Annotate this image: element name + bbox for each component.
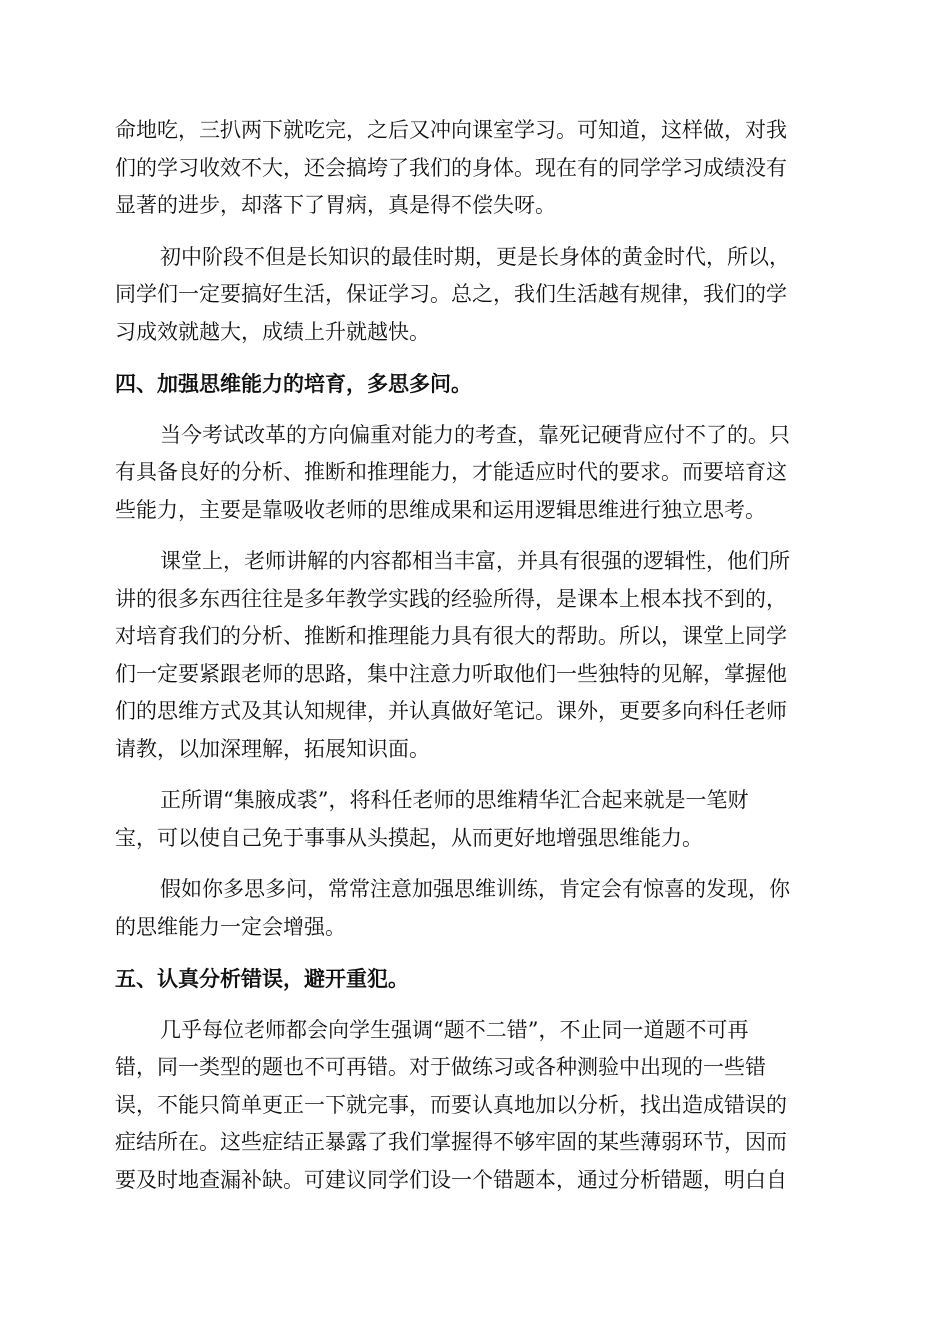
- text-line: 症结所在。这些症结正暴露了我们掌握得不够牢固的某些薄弱环节，因而: [115, 1130, 787, 1154]
- text-line: 同学们一定要搞好生活，保证学习。总之，我们生活越有规律，我们的学: [115, 282, 787, 306]
- document-body: [115, 112, 833, 1213]
- paragraph: [115, 782, 833, 857]
- text-line: 们的学习收效不大，还会搞垮了我们的身体。现在有的同学学习成绩没有: [115, 155, 787, 180]
- paragraph: [115, 112, 833, 225]
- text-line: 命地吃，三扒两下就吃完，之后又冲向课室学习。可知道，这样做，对我: [115, 118, 787, 142]
- text-line: 习成效就越大，成绩上升就越快。: [115, 319, 430, 344]
- text-line: 宝，可以使自己免于事事从头摸起，从而更好地增强思维能力。: [115, 825, 703, 850]
- text-line: 几乎每位老师都会向学生强调“题不二错”，不止同一道题不可再: [160, 1017, 749, 1042]
- text-line: 些能力，主要是靠吸收老师的思维成果和运用逻辑思维进行独立思考。: [115, 497, 766, 522]
- text-line: 们一定要紧跟老师的思路，集中注意力听取他们一些独特的见解，掌握他: [115, 661, 787, 686]
- text-line: 假如你多思多问，常常注意加强思维训练，肯定会有惊喜的发现，你: [160, 877, 790, 901]
- text-line: 初中阶段不但是长知识的最佳时期，更是长身体的黄金时代，所以，: [160, 244, 790, 269]
- text-line: 有具备良好的分析、推断和推理能力，才能适应时代的要求。而要培育这: [115, 460, 787, 484]
- text-line: 错，同一类型的题也不可再错。对于做练习或各种测验中出现的一些错: [115, 1055, 766, 1079]
- text-line: 课堂上，老师讲解的内容都相当丰富，并具有很强的逻辑性，他们所: [160, 549, 790, 573]
- paragraph: [115, 1012, 833, 1200]
- text-line: 显著的进步，却落下了胃病，真是得不偿失呀。: [115, 193, 556, 217]
- paragraph: [115, 543, 833, 768]
- paragraph: [115, 417, 833, 530]
- paragraph: [115, 239, 833, 352]
- section-heading: 四、加强思维能力的培育，多思多问。: [115, 371, 472, 396]
- text-line: 正所谓“集腋成裘”，将科任老师的思维精华汇合起来就是一笔财: [160, 788, 749, 812]
- text-line: 请教，以加深理解，拓展知识面。: [115, 736, 430, 761]
- text-line: 讲的很多东西往往是多年教学实践的经验所得，是课本上根本找不到的，: [115, 586, 787, 611]
- text-line: 当今考试改革的方向偏重对能力的考查，靠死记硬背应付不了的。只: [160, 422, 790, 447]
- text-line: 们的思维方式及其认知规律，并认真做好笔记。课外，更要多向科任老师: [115, 699, 787, 723]
- section-heading: 五、认真分析错误，避开重犯。: [115, 966, 409, 991]
- text-line: 误，不能只简单更正一下就完事，而要认真地加以分析，找出造成错误的: [115, 1092, 787, 1117]
- text-line: 对培育我们的分析、推断和推理能力具有很大的帮助。所以，课堂上同学: [115, 624, 787, 648]
- text-line: 的思维能力一定会增强。: [115, 914, 346, 939]
- paragraph: [115, 871, 833, 946]
- text-line: 要及时地查漏补缺。可建议同学们设一个错题本，通过分析错题，明白自: [115, 1167, 787, 1192]
